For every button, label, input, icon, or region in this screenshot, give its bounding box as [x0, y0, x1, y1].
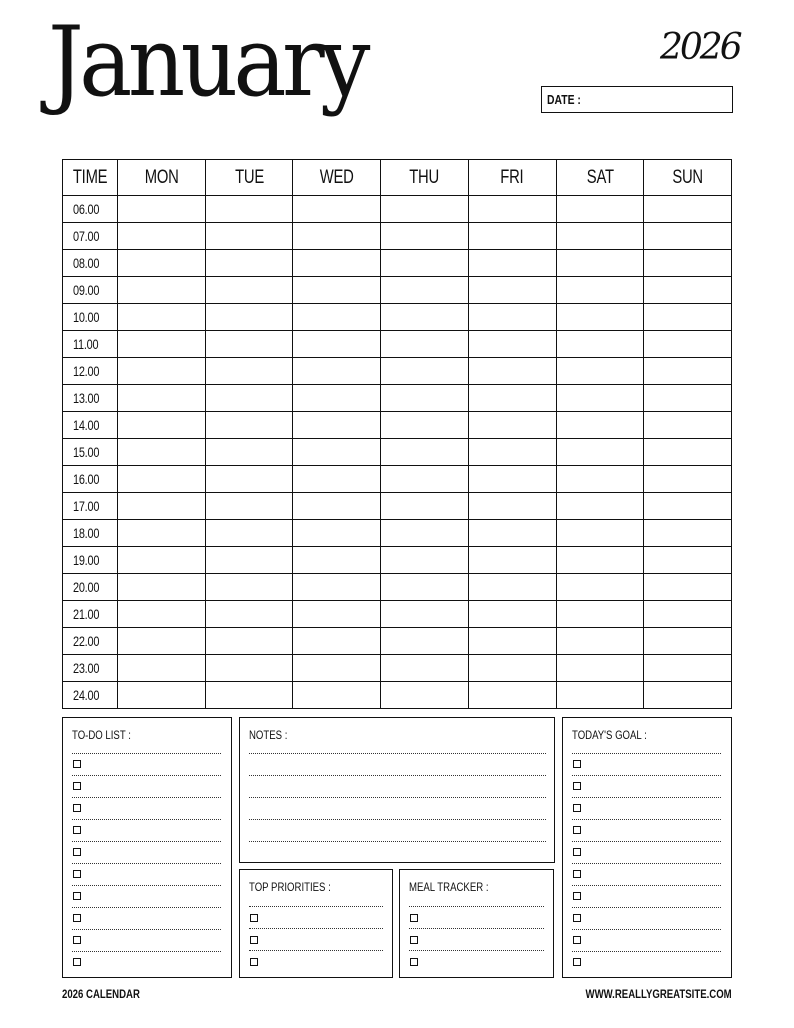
column-header-fri: FRI: [468, 160, 556, 196]
schedule-cell-fri[interactable]: [468, 196, 556, 223]
schedule-cell-mon[interactable]: [118, 277, 206, 304]
time-slot-label: 12.00: [63, 358, 118, 385]
schedule-cell-fri[interactable]: [468, 277, 556, 304]
writing-line[interactable]: [72, 819, 221, 820]
schedule-cell-sat[interactable]: [556, 412, 644, 439]
schedule-row: [63, 547, 732, 574]
schedule-cell-fri[interactable]: [468, 358, 556, 385]
schedule-cell-wed[interactable]: [293, 385, 381, 412]
writing-line[interactable]: [72, 841, 221, 842]
checkbox[interactable]: [73, 782, 81, 790]
schedule-row: [63, 196, 732, 223]
schedule-cell-tue[interactable]: [205, 277, 293, 304]
checkbox[interactable]: [73, 870, 81, 878]
writing-line[interactable]: [249, 906, 383, 907]
schedule-cell-sun[interactable]: [644, 277, 732, 304]
schedule-cell-sat[interactable]: [556, 331, 644, 358]
checkbox[interactable]: [573, 936, 581, 944]
schedule-cell-sun[interactable]: [644, 628, 732, 655]
schedule-cell-mon[interactable]: [118, 439, 206, 466]
schedule-cell-wed[interactable]: [293, 520, 381, 547]
schedule-cell-fri[interactable]: [468, 655, 556, 682]
time-slot-label: 06.00: [63, 196, 118, 223]
writing-line[interactable]: [572, 929, 721, 930]
writing-line[interactable]: [572, 797, 721, 798]
schedule-cell-wed[interactable]: [293, 628, 381, 655]
schedule-cell-sat[interactable]: [556, 196, 644, 223]
schedule-cell-sun[interactable]: [644, 682, 732, 709]
schedule-cell-sun[interactable]: [644, 574, 732, 601]
schedule-cell-fri[interactable]: [468, 574, 556, 601]
schedule-cell-tue[interactable]: [205, 628, 293, 655]
schedule-cell-thu[interactable]: [381, 547, 469, 574]
schedule-row: [63, 223, 732, 250]
footer-calendar-label: 2026 CALENDAR: [62, 987, 140, 1001]
schedule-row: [63, 331, 732, 358]
schedule-row: [63, 277, 732, 304]
writing-line[interactable]: [72, 885, 221, 886]
schedule-cell-fri[interactable]: [468, 493, 556, 520]
schedule-cell-sun[interactable]: [644, 223, 732, 250]
schedule-row: [63, 385, 732, 412]
meal-tracker-title: MEAL TRACKER :: [409, 880, 489, 894]
schedule-row: [63, 412, 732, 439]
checkbox[interactable]: [573, 760, 581, 768]
writing-line[interactable]: [72, 951, 221, 952]
schedule-cell-thu[interactable]: [381, 493, 469, 520]
schedule-cell-mon[interactable]: [118, 412, 206, 439]
writing-line[interactable]: [72, 929, 221, 930]
date-label: DATE :: [547, 92, 581, 107]
schedule-cell-sun[interactable]: [644, 196, 732, 223]
schedule-cell-sat[interactable]: [556, 304, 644, 331]
schedule-row: [63, 574, 732, 601]
schedule-cell-mon[interactable]: [118, 520, 206, 547]
time-slot-label: 15.00: [63, 439, 118, 466]
schedule-cell-thu[interactable]: [381, 655, 469, 682]
writing-line[interactable]: [572, 753, 721, 754]
schedule-cell-tue[interactable]: [205, 196, 293, 223]
schedule-cell-fri[interactable]: [468, 520, 556, 547]
schedule-cell-tue[interactable]: [205, 493, 293, 520]
schedule-cell-sun[interactable]: [644, 385, 732, 412]
schedule-cell-sat[interactable]: [556, 547, 644, 574]
schedule-cell-wed[interactable]: [293, 304, 381, 331]
schedule-cell-fri[interactable]: [468, 439, 556, 466]
checkbox[interactable]: [573, 848, 581, 856]
writing-line[interactable]: [249, 950, 383, 951]
schedule-cell-tue[interactable]: [205, 412, 293, 439]
schedule-cell-tue[interactable]: [205, 439, 293, 466]
schedule-cell-fri[interactable]: [468, 466, 556, 493]
schedule-cell-mon[interactable]: [118, 628, 206, 655]
schedule-cell-sat[interactable]: [556, 358, 644, 385]
checkbox[interactable]: [250, 958, 258, 966]
schedule-cell-wed[interactable]: [293, 466, 381, 493]
schedule-cell-fri[interactable]: [468, 250, 556, 277]
checkbox[interactable]: [73, 892, 81, 900]
checkbox[interactable]: [573, 958, 581, 966]
schedule-cell-thu[interactable]: [381, 304, 469, 331]
schedule-cell-mon[interactable]: [118, 196, 206, 223]
schedule-cell-sat[interactable]: [556, 223, 644, 250]
checkbox[interactable]: [73, 826, 81, 834]
checkbox[interactable]: [410, 958, 418, 966]
weekly-schedule-table: [62, 159, 732, 709]
schedule-cell-sun[interactable]: [644, 412, 732, 439]
schedule-cell-wed[interactable]: [293, 574, 381, 601]
time-slot-label: 09.00: [63, 277, 118, 304]
time-slot-label: 21.00: [63, 601, 118, 628]
checkbox[interactable]: [573, 804, 581, 812]
schedule-cell-sat[interactable]: [556, 574, 644, 601]
column-header-sat: SAT: [556, 160, 644, 196]
column-header-wed: WED: [293, 160, 381, 196]
meal-tracker-box: [399, 869, 554, 978]
checkbox[interactable]: [573, 914, 581, 922]
schedule-cell-sun[interactable]: [644, 601, 732, 628]
schedule-cell-sun[interactable]: [644, 547, 732, 574]
schedule-cell-wed[interactable]: [293, 547, 381, 574]
date-field[interactable]: [541, 86, 733, 113]
writing-line[interactable]: [572, 841, 721, 842]
schedule-cell-wed[interactable]: [293, 682, 381, 709]
schedule-cell-wed[interactable]: [293, 358, 381, 385]
time-slot-label: 17.00: [63, 493, 118, 520]
schedule-cell-sun[interactable]: [644, 493, 732, 520]
schedule-cell-wed[interactable]: [293, 601, 381, 628]
schedule-cell-tue[interactable]: [205, 385, 293, 412]
schedule-cell-sat[interactable]: [556, 250, 644, 277]
schedule-cell-mon[interactable]: [118, 574, 206, 601]
time-slot-label: 13.00: [63, 385, 118, 412]
schedule-cell-fri[interactable]: [468, 385, 556, 412]
schedule-cell-tue[interactable]: [205, 223, 293, 250]
writing-line[interactable]: [409, 950, 544, 951]
schedule-cell-thu[interactable]: [381, 358, 469, 385]
checkbox[interactable]: [73, 936, 81, 944]
checkbox[interactable]: [250, 914, 258, 922]
schedule-row: [63, 628, 732, 655]
schedule-cell-mon[interactable]: [118, 601, 206, 628]
schedule-cell-sun[interactable]: [644, 358, 732, 385]
writing-line[interactable]: [572, 775, 721, 776]
writing-line[interactable]: [72, 753, 221, 754]
schedule-cell-thu[interactable]: [381, 682, 469, 709]
schedule-cell-sat[interactable]: [556, 439, 644, 466]
writing-line[interactable]: [72, 797, 221, 798]
schedule-cell-mon[interactable]: [118, 385, 206, 412]
schedule-cell-fri[interactable]: [468, 682, 556, 709]
writing-line[interactable]: [409, 906, 544, 907]
writing-line[interactable]: [249, 775, 546, 776]
top-priorities-box: [239, 869, 393, 978]
time-slot-label: 10.00: [63, 304, 118, 331]
writing-line[interactable]: [72, 863, 221, 864]
schedule-cell-sun[interactable]: [644, 304, 732, 331]
schedule-cell-sat[interactable]: [556, 655, 644, 682]
column-header-tue: TUE: [205, 160, 293, 196]
schedule-cell-sat[interactable]: [556, 466, 644, 493]
schedule-cell-thu[interactable]: [381, 223, 469, 250]
schedule-row: [63, 304, 732, 331]
checkbox[interactable]: [410, 936, 418, 944]
schedule-cell-wed[interactable]: [293, 223, 381, 250]
schedule-row: [63, 439, 732, 466]
schedule-row: [63, 520, 732, 547]
column-header-thu: THU: [381, 160, 469, 196]
todo-list-title: TO-DO LIST :: [72, 728, 131, 742]
writing-line[interactable]: [572, 907, 721, 908]
schedule-cell-sun[interactable]: [644, 250, 732, 277]
schedule-cell-tue[interactable]: [205, 601, 293, 628]
schedule-cell-mon[interactable]: [118, 250, 206, 277]
column-header-time: TIME: [63, 160, 118, 196]
writing-line[interactable]: [572, 885, 721, 886]
year-label: 2026: [660, 27, 740, 68]
schedule-cell-sat[interactable]: [556, 628, 644, 655]
schedule-cell-tue[interactable]: [205, 655, 293, 682]
schedule-row: [63, 466, 732, 493]
schedule-cell-wed[interactable]: [293, 655, 381, 682]
schedule-cell-tue[interactable]: [205, 304, 293, 331]
schedule-row: [63, 358, 732, 385]
checkbox[interactable]: [73, 848, 81, 856]
checkbox[interactable]: [410, 914, 418, 922]
writing-line[interactable]: [409, 928, 544, 929]
schedule-cell-thu[interactable]: [381, 439, 469, 466]
writing-line[interactable]: [249, 928, 383, 929]
time-slot-label: 20.00: [63, 574, 118, 601]
schedule-cell-sun[interactable]: [644, 655, 732, 682]
schedule-cell-fri[interactable]: [468, 223, 556, 250]
notes-box: [239, 717, 555, 863]
checkbox[interactable]: [73, 958, 81, 966]
schedule-cell-fri[interactable]: [468, 547, 556, 574]
todays-goal-box: [562, 717, 732, 978]
schedule-cell-thu[interactable]: [381, 574, 469, 601]
checkbox[interactable]: [73, 914, 81, 922]
checkbox[interactable]: [573, 782, 581, 790]
time-slot-label: 19.00: [63, 547, 118, 574]
schedule-cell-mon[interactable]: [118, 466, 206, 493]
todays-goal-title: TODAY'S GOAL :: [572, 728, 647, 742]
column-header-mon: MON: [118, 160, 206, 196]
schedule-cell-mon[interactable]: [118, 493, 206, 520]
writing-line[interactable]: [249, 753, 546, 754]
time-slot-label: 23.00: [63, 655, 118, 682]
schedule-cell-sun[interactable]: [644, 439, 732, 466]
checkbox[interactable]: [573, 892, 581, 900]
schedule-cell-fri[interactable]: [468, 331, 556, 358]
time-slot-label: 08.00: [63, 250, 118, 277]
schedule-cell-mon[interactable]: [118, 223, 206, 250]
schedule-cell-thu[interactable]: [381, 277, 469, 304]
schedule-row: [63, 601, 732, 628]
writing-line[interactable]: [249, 819, 546, 820]
schedule-cell-thu[interactable]: [381, 250, 469, 277]
schedule-cell-thu[interactable]: [381, 466, 469, 493]
schedule-cell-tue[interactable]: [205, 331, 293, 358]
schedule-row: [63, 655, 732, 682]
schedule-cell-sat[interactable]: [556, 385, 644, 412]
checkbox[interactable]: [573, 870, 581, 878]
time-slot-label: 18.00: [63, 520, 118, 547]
month-title: January: [48, 6, 366, 118]
writing-line[interactable]: [572, 951, 721, 952]
top-priorities-title: TOP PRIORITIES :: [249, 880, 331, 894]
checkbox[interactable]: [73, 760, 81, 768]
time-slot-label: 07.00: [63, 223, 118, 250]
checkbox[interactable]: [250, 936, 258, 944]
time-slot-label: 24.00: [63, 682, 118, 709]
time-slot-label: 14.00: [63, 412, 118, 439]
checkbox[interactable]: [573, 826, 581, 834]
schedule-cell-fri[interactable]: [468, 412, 556, 439]
writing-line[interactable]: [72, 775, 221, 776]
schedule-cell-sun[interactable]: [644, 520, 732, 547]
schedule-row: [63, 682, 732, 709]
schedule-cell-tue[interactable]: [205, 682, 293, 709]
schedule-cell-wed[interactable]: [293, 331, 381, 358]
schedule-cell-thu[interactable]: [381, 331, 469, 358]
checkbox[interactable]: [73, 804, 81, 812]
schedule-cell-mon[interactable]: [118, 547, 206, 574]
todo-list-box: [62, 717, 232, 978]
schedule-cell-mon[interactable]: [118, 304, 206, 331]
schedule-cell-sat[interactable]: [556, 493, 644, 520]
footer-website-link[interactable]: WWW.REALLYGREATSITE.COM: [585, 987, 732, 1001]
schedule-cell-sun[interactable]: [644, 466, 732, 493]
writing-line[interactable]: [249, 797, 546, 798]
schedule-cell-wed[interactable]: [293, 196, 381, 223]
schedule-cell-tue[interactable]: [205, 574, 293, 601]
schedule-cell-tue[interactable]: [205, 466, 293, 493]
schedule-cell-thu[interactable]: [381, 412, 469, 439]
schedule-cell-mon[interactable]: [118, 682, 206, 709]
schedule-cell-sat[interactable]: [556, 520, 644, 547]
schedule-cell-wed[interactable]: [293, 493, 381, 520]
schedule-row: [63, 250, 732, 277]
schedule-cell-thu[interactable]: [381, 520, 469, 547]
schedule-cell-wed[interactable]: [293, 412, 381, 439]
writing-line[interactable]: [249, 841, 546, 842]
column-header-sun: SUN: [644, 160, 732, 196]
schedule-cell-mon[interactable]: [118, 331, 206, 358]
schedule-cell-sat[interactable]: [556, 277, 644, 304]
time-slot-label: 22.00: [63, 628, 118, 655]
schedule-header-row: [63, 160, 732, 196]
notes-title: NOTES :: [249, 728, 288, 742]
writing-line[interactable]: [572, 863, 721, 864]
writing-line[interactable]: [72, 907, 221, 908]
time-slot-label: 11.00: [63, 331, 118, 358]
time-slot-label: 16.00: [63, 466, 118, 493]
schedule-cell-tue[interactable]: [205, 547, 293, 574]
schedule-cell-thu[interactable]: [381, 385, 469, 412]
schedule-cell-thu[interactable]: [381, 601, 469, 628]
schedule-cell-tue[interactable]: [205, 520, 293, 547]
schedule-cell-tue[interactable]: [205, 358, 293, 385]
schedule-cell-thu[interactable]: [381, 628, 469, 655]
schedule-cell-fri[interactable]: [468, 601, 556, 628]
schedule-cell-wed[interactable]: [293, 250, 381, 277]
schedule-cell-sun[interactable]: [644, 331, 732, 358]
schedule-cell-mon[interactable]: [118, 358, 206, 385]
schedule-cell-wed[interactable]: [293, 277, 381, 304]
schedule-cell-thu[interactable]: [381, 196, 469, 223]
schedule-cell-wed[interactable]: [293, 439, 381, 466]
writing-line[interactable]: [572, 819, 721, 820]
schedule-cell-fri[interactable]: [468, 304, 556, 331]
schedule-cell-tue[interactable]: [205, 250, 293, 277]
schedule-cell-fri[interactable]: [468, 628, 556, 655]
schedule-cell-mon[interactable]: [118, 655, 206, 682]
schedule-cell-sat[interactable]: [556, 601, 644, 628]
schedule-cell-sat[interactable]: [556, 682, 644, 709]
schedule-row: [63, 493, 732, 520]
